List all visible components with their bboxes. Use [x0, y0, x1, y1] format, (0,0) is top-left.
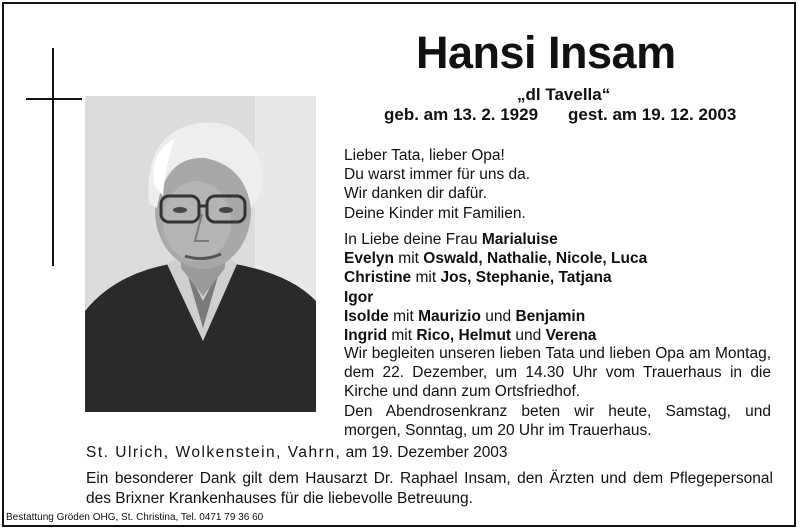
- funeral-text: Wir begleiten unseren lieben Tata und lieben Opa am Montag, dem 22. Dezember, um 14.30 Uhr vom Trauerhaus in die Kirche und dann zum Ortsfriedhof.: [344, 345, 771, 401]
- dedication-line: Lieber Tata, lieber Opa!: [344, 147, 505, 164]
- funeral-home-footer: Bestattung Gröden OHG, St. Christina, Tel. 0471 79 36 60: [6, 512, 264, 523]
- place: St. Ulrich, Wolkenstein, Vahrn,: [86, 444, 342, 461]
- family-member: Christine: [344, 269, 412, 287]
- dedication-line: Wir danken dir dafür.: [344, 185, 488, 203]
- dedication-line: Du warst immer für uns da.: [344, 166, 531, 184]
- family-member: Jos, Stephanie, Tatjana: [440, 269, 612, 287]
- family-text: mit: [411, 269, 441, 287]
- family-member: Marialuise: [481, 231, 558, 248]
- family-text: und: [511, 327, 546, 345]
- nickname: „dl Tavella“: [517, 85, 611, 104]
- family-member: Oswald, Nathalie, Nicole, Luca: [423, 250, 648, 268]
- life-dates: [384, 105, 736, 125]
- family-member: Benjamin: [515, 307, 586, 325]
- family-line: [344, 268, 647, 287]
- family-line: [344, 288, 647, 307]
- dedication-line: Deine Kinder mit Familien.: [344, 204, 526, 222]
- family-member: Evelyn: [344, 250, 394, 268]
- family-line: [344, 326, 647, 345]
- family-member: Rico, Helmut: [416, 327, 512, 345]
- dedication: [344, 146, 530, 223]
- family-line: [344, 230, 647, 249]
- family-member: Igor: [344, 288, 374, 306]
- family-line: [344, 249, 647, 268]
- birth-date: geb. am 13. 2. 1929: [384, 105, 539, 124]
- family-member: Ingrid: [344, 327, 388, 345]
- family-text: mit: [393, 250, 424, 268]
- rosary-text: Den Abendrosenkranz beten wir heute, Samstag, und morgen, Sonntag, um 20 Uhr im Trauerhaus.: [344, 402, 771, 439]
- thanks-text: Ein besonderer Dank gilt dem Hausarzt Dr. Raphael Insam, den Ärzten und dem Pflegepersonal des Brixner Krankenhauses für die liebevolle Betreuung.: [86, 470, 773, 507]
- cross-icon-vertical: [52, 48, 54, 266]
- family-text: mit: [387, 327, 417, 345]
- family-member: Verena: [545, 327, 597, 345]
- death-date: gest. am 19. 12. 2003: [568, 105, 737, 124]
- family-text: mit: [388, 307, 419, 325]
- family-member: Isolde: [344, 307, 389, 325]
- cross-icon-horizontal: [26, 98, 82, 100]
- place-date: [86, 444, 508, 462]
- notice-date: am 19. Dezember 2003: [341, 444, 508, 461]
- family-line: [344, 307, 647, 326]
- portrait-photo: [85, 96, 316, 412]
- family-list: [344, 230, 647, 345]
- funeral-info: [344, 344, 771, 440]
- family-text: In Liebe deine Frau: [344, 231, 482, 248]
- deceased-name: Hansi Insam: [416, 27, 676, 78]
- family-text: und: [480, 307, 516, 325]
- family-member: Maurizio: [418, 307, 481, 325]
